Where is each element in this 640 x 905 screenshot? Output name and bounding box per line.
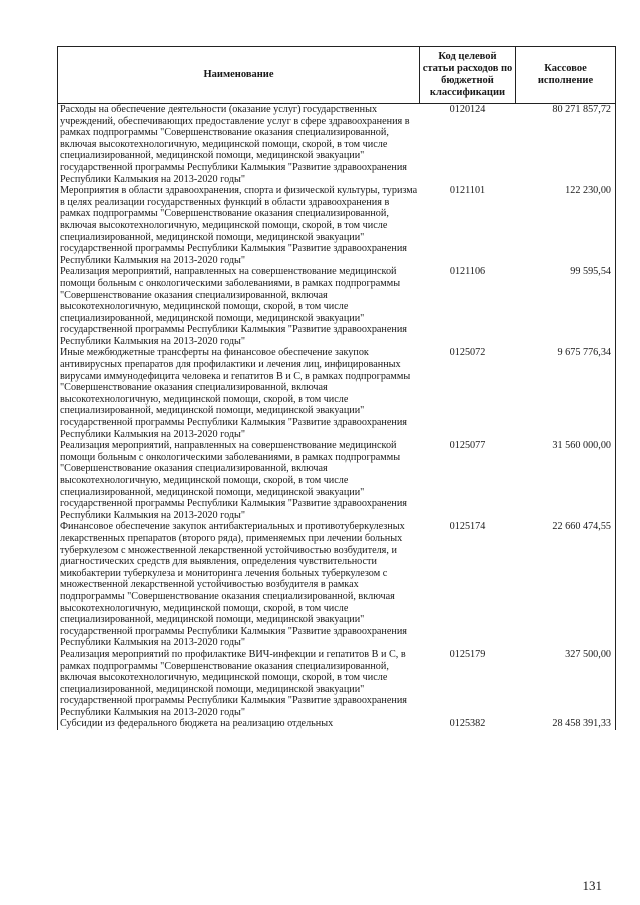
table-row: [58, 521, 616, 649]
row-code: 0125077: [449, 440, 486, 452]
page-number: 131: [582, 878, 602, 893]
row-amount: 28 458 391,33: [516, 718, 616, 730]
row-code: 0125174: [449, 521, 486, 533]
row-name: Реализация мероприятий по профилактике ВИЧ-инфекции и гепатитов В и С, в рамках подпрограммы "Совершенствование оказания специализированной, включая высокотехнологичную, медицинской помощи, скорой, в том числе специализированной, медицинской помощи, медицинской эвакуации" государственной программы Республики Калмыкия "Развитие здравоохранения Республики Калмыкия на 2013-2020 годы": [58, 649, 420, 719]
row-code: 0125179: [449, 648, 486, 660]
table-row: [58, 649, 616, 719]
row-name: Иные межбюджетные трансферты на финансовое обеспечение закупок антивирусных препаратов для профилактики и лечения лиц, инфицированных вирусами иммунодефицита человека и гепатитов В и С, в рамках подпрограммы "Совершенствование оказания специализированной, включая высокотехнологичную, медицинской помощи, скорой, в том числе специализированной, медицинской помощи, медицинской эвакуации" государственной программы Республики Калмыкия "Развитие здравоохранения Республики Калмыкия на 2013-2020 годы": [58, 347, 420, 440]
table-header-row: [58, 47, 616, 104]
row-amount: 22 660 474,55: [516, 521, 616, 649]
row-amount: 327 500,00: [516, 649, 616, 719]
header-code: Код целевой статьи расходов по бюджетной классификации: [420, 47, 516, 104]
row-amount: 31 560 000,00: [516, 440, 616, 521]
row-name: Субсидии из федерального бюджета на реализацию отдельных: [58, 718, 420, 730]
row-name: Мероприятия в области здравоохранения, спорта и физической культуры, туризма в целях реализации государственных функций в области здравоохранения в рамках подпрограммы "Совершенствование оказания специализированной, включая высокотехнологичную, медицинской помощи, скорой, в том числе специализированной, медицинской помощи, медицинской эвакуации" государственной программы Республики Калмыкия "Развитие здравоохранения Республики Калмыкия на 2013-2020 годы": [58, 185, 420, 266]
row-code: 0120124: [449, 104, 486, 115]
row-name: Реализация мероприятий, направленных на совершенствование медицинской помощи больным с онкологическими заболеваниями, в рамках подпрограммы "Совершенствование оказания специализированной, включая высокотехнологичную, медицинской помощи, скорой, в том числе специализированной, медицинской помощи, медицинской эвакуации" государственной программы Республики Калмыкия "Развитие здравоохранения Республики Калмыкия на 2013-2020 годы": [58, 440, 420, 521]
row-name: Реализация мероприятий, направленных на совершенствование медицинской помощи больным с онкологическими заболеваниями, в рамках подпрограммы "Совершенствование оказания специализированной, включая высокотехнологичную, медицинской помощи, скорой, в том числе специализированной, медицинской помощи, медицинской эвакуации" государственной программы Республики Калмыкия "Развитие здравоохранения Республики Калмыкия на 2013-2020 годы": [58, 266, 420, 347]
row-code: 0121101: [449, 185, 486, 197]
table-row: [58, 266, 616, 347]
row-code: 0125072: [449, 347, 486, 359]
header-name: Наименование: [58, 47, 420, 104]
table-row: [58, 104, 616, 186]
row-name: Финансовое обеспечение закупок антибактериальных и противотуберкулезных лекарственных препаратов (второго ряда), применяемых при лечении больных туберкулезом с множественной лекарственной устойчивостью возбудителя, и диагностических средств для выявления, определения чувствительности микобактерии туберкулеза и мониторинга лечения больных туберкулезом с множественной лекарственной устойчивостью возбудителя в рамках подпрограммы "Совершенствование оказания специализированной, включая высокотехнологичную, медицинской помощи, скорой, в том числе специализированной, медицинской помощи, медицинской эвакуации" государственной программы Республики Калмыкия "Развитие здравоохранения Республики Калмыкия на 2013-2020 годы": [58, 521, 420, 649]
row-amount: 99 595,54: [516, 266, 616, 347]
row-code: 0121106: [449, 266, 486, 278]
table-row: [58, 185, 616, 266]
budget-table: [57, 46, 616, 730]
row-amount: 80 271 857,72: [516, 104, 616, 186]
row-code: 0125382: [449, 718, 486, 730]
table-row: [58, 347, 616, 440]
row-amount: 122 230,00: [516, 185, 616, 266]
header-amount: Кассовое исполнение: [516, 47, 616, 104]
table-row: [58, 718, 616, 730]
table-row: [58, 440, 616, 521]
row-name: Расходы на обеспечение деятельности (оказание услуг) государственных учреждений, обеспечивающих предоставление услуг в сфере здравоохранения в рамках подпрограммы "Совершенствование оказания специализированной, включая высокотехнологичную, медицинской помощи, скорой, в том числе специализированной, медицинской помощи, медицинской эвакуации" государственной программы Республики Калмыкия "Развитие здравоохранения Республики Калмыкия на 2013-2020 годы": [58, 104, 420, 186]
row-amount: 9 675 776,34: [516, 347, 616, 440]
